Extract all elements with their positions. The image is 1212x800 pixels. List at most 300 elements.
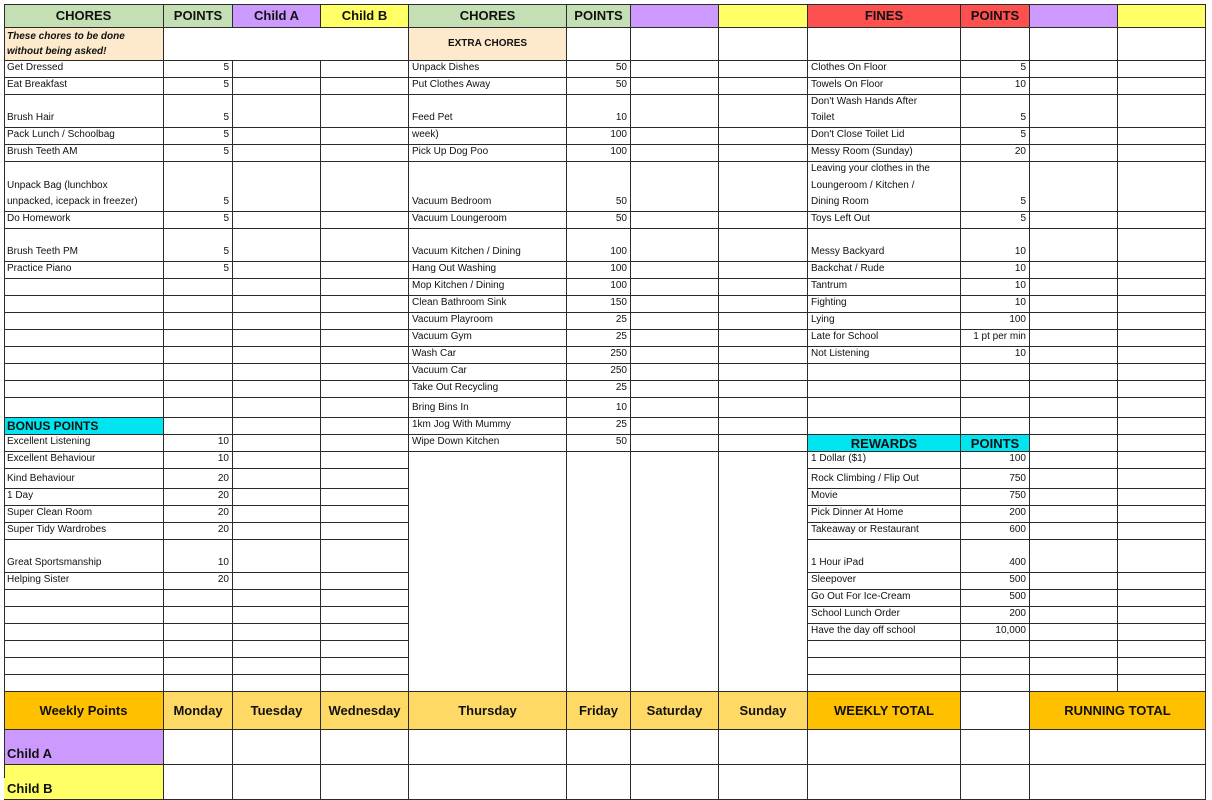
basic-chore-points[interactable]: 5: [164, 78, 233, 95]
reward-points[interactable]: 200: [961, 506, 1030, 523]
cell[interactable]: [808, 28, 961, 61]
extra-chore-child-b-check[interactable]: [719, 313, 808, 330]
extra-chore-points[interactable]: 150: [567, 296, 631, 313]
extra-chore-points[interactable]: 25: [567, 330, 631, 347]
reward-child-b-check[interactable]: [1118, 506, 1206, 523]
reward-points[interactable]: 600: [961, 523, 1030, 540]
reward-name[interactable]: Have the day off school: [808, 624, 961, 641]
fine-child-b-check[interactable]: [1118, 279, 1206, 296]
bonus-child-a-check[interactable]: [233, 435, 321, 452]
blank-cell[interactable]: [4, 313, 164, 330]
blank-cell[interactable]: [1118, 364, 1206, 381]
blank-cell[interactable]: [961, 398, 1030, 418]
bonus-name[interactable]: Kind Behaviour: [4, 469, 164, 489]
blank-cell[interactable]: [961, 658, 1030, 675]
bonus-child-b-check[interactable]: [321, 523, 409, 540]
bonus-child-a-check[interactable]: [233, 489, 321, 506]
reward-child-a-check[interactable]: [1030, 489, 1118, 506]
extra-chore-name[interactable]: Vacuum Bedroom: [409, 162, 567, 212]
fine-name[interactable]: Lying: [808, 313, 961, 330]
reward-child-b-check[interactable]: [1118, 452, 1206, 469]
summary-day-cell[interactable]: [567, 730, 631, 765]
summary-day-cell[interactable]: [719, 730, 808, 765]
blank-cell[interactable]: [233, 313, 321, 330]
fine-child-b-check[interactable]: [1118, 78, 1206, 95]
reward-name[interactable]: Sleepover: [808, 573, 961, 590]
extra-chore-points[interactable]: 100: [567, 279, 631, 296]
weekly-total-label[interactable]: WEEKLY TOTAL: [808, 692, 961, 730]
basic-chore-name[interactable]: Brush Teeth AM: [4, 145, 164, 162]
fine-name[interactable]: Late for School: [808, 330, 961, 347]
blank-cell[interactable]: [321, 330, 409, 347]
cell[interactable]: [567, 28, 631, 61]
extra-chore-points[interactable]: 10: [567, 95, 631, 128]
extra-chore-name[interactable]: Pick Up Dog Poo: [409, 145, 567, 162]
bonus-name[interactable]: Excellent Behaviour: [4, 452, 164, 469]
blank-cell[interactable]: [1118, 675, 1206, 692]
basic-chore-points[interactable]: 5: [164, 145, 233, 162]
fine-child-b-check[interactable]: [1118, 61, 1206, 78]
extra-chore-child-b-check[interactable]: [719, 78, 808, 95]
cell[interactable]: [1118, 28, 1206, 61]
fine-child-b-check[interactable]: [1118, 330, 1206, 347]
blank-cell[interactable]: [1118, 641, 1206, 658]
extra-chore-child-a-check[interactable]: [631, 313, 719, 330]
header-extra-chores[interactable]: CHORES: [409, 4, 567, 28]
extra-chore-name[interactable]: Vacuum Car: [409, 364, 567, 381]
blank-cell[interactable]: [4, 658, 164, 675]
fine-child-b-check[interactable]: [1118, 262, 1206, 279]
blank-cell[interactable]: [164, 398, 233, 418]
blank-cell[interactable]: [4, 330, 164, 347]
blank-cell[interactable]: [4, 279, 164, 296]
blank-cell[interactable]: [233, 296, 321, 313]
cell[interactable]: [164, 418, 233, 435]
reward-name[interactable]: Go Out For Ice-Cream: [808, 590, 961, 607]
blank-cell[interactable]: [808, 364, 961, 381]
bonus-child-a-check[interactable]: [233, 540, 321, 573]
bonus-points[interactable]: 20: [164, 489, 233, 506]
basic-chore-name[interactable]: Get Dressed: [4, 61, 164, 78]
extra-chore-child-b-check[interactable]: [719, 347, 808, 364]
basic-chore-child-b-check[interactable]: [321, 145, 409, 162]
blank-cell[interactable]: [808, 418, 961, 435]
blank-cell[interactable]: [321, 347, 409, 364]
bonus-name[interactable]: Helping Sister: [4, 573, 164, 590]
bonus-name[interactable]: Super Clean Room: [4, 506, 164, 523]
rewards-header[interactable]: REWARDS: [808, 435, 961, 452]
blank-cell[interactable]: [961, 675, 1030, 692]
header-extra-child-a[interactable]: [631, 4, 719, 28]
header-points[interactable]: POINTS: [164, 4, 233, 28]
blank-cell[interactable]: [321, 381, 409, 398]
reward-child-a-check[interactable]: [1030, 573, 1118, 590]
blank-cell[interactable]: [233, 641, 321, 658]
blank-cell[interactable]: [808, 381, 961, 398]
fine-child-a-check[interactable]: [1030, 313, 1118, 330]
blank-cell[interactable]: [164, 624, 233, 641]
blank-cell[interactable]: [321, 398, 409, 418]
extra-chore-points[interactable]: 50: [567, 212, 631, 229]
reward-name[interactable]: 1 Dollar ($1): [808, 452, 961, 469]
weekly-points-label[interactable]: Weekly Points: [4, 692, 164, 730]
summary-day-cell[interactable]: [961, 730, 1030, 765]
reward-name[interactable]: School Lunch Order: [808, 607, 961, 624]
blank-cell[interactable]: [1118, 398, 1206, 418]
blank-cell[interactable]: [164, 296, 233, 313]
extra-chore-child-b-check[interactable]: [719, 145, 808, 162]
fine-child-b-check[interactable]: [1118, 145, 1206, 162]
bonus-child-b-check[interactable]: [321, 469, 409, 489]
header-fines-child-a[interactable]: [1030, 4, 1118, 28]
header-extra-points[interactable]: POINTS: [567, 4, 631, 28]
summary-day-cell[interactable]: [164, 730, 233, 765]
cell[interactable]: [233, 418, 321, 435]
blank-cell[interactable]: [321, 675, 409, 692]
basic-chore-points[interactable]: 5: [164, 162, 233, 212]
blank-cell[interactable]: [233, 279, 321, 296]
reward-child-b-check[interactable]: [1118, 590, 1206, 607]
blank-cell[interactable]: [164, 607, 233, 624]
extra-chore-name[interactable]: Mop Kitchen / Dining: [409, 279, 567, 296]
blank-cell[interactable]: [1030, 658, 1118, 675]
blank-cell[interactable]: [233, 381, 321, 398]
extra-chore-points[interactable]: 25: [567, 418, 631, 435]
fine-child-a-check[interactable]: [1030, 296, 1118, 313]
blank-cell[interactable]: [233, 658, 321, 675]
reward-points[interactable]: 100: [961, 452, 1030, 469]
bonus-points[interactable]: 10: [164, 540, 233, 573]
blank-cell[interactable]: [961, 364, 1030, 381]
basic-chore-child-a-check[interactable]: [233, 78, 321, 95]
empty-area[interactable]: [409, 452, 567, 692]
header-fines[interactable]: FINES: [808, 4, 961, 28]
fine-points[interactable]: 5: [961, 95, 1030, 128]
blank-cell[interactable]: [1030, 398, 1118, 418]
summary-day-cell[interactable]: [233, 730, 321, 765]
reward-child-b-check[interactable]: [1118, 540, 1206, 573]
extra-chore-points[interactable]: 50: [567, 435, 631, 452]
bonus-child-b-check[interactable]: [321, 573, 409, 590]
reward-points[interactable]: 200: [961, 607, 1030, 624]
fine-child-a-check[interactable]: [1030, 162, 1118, 212]
fine-name[interactable]: Backchat / Rude: [808, 262, 961, 279]
extra-chore-child-b-check[interactable]: [719, 398, 808, 418]
extra-chore-child-b-check[interactable]: [719, 364, 808, 381]
extra-chore-child-a-check[interactable]: [631, 435, 719, 452]
fine-points[interactable]: 5: [961, 61, 1030, 78]
basic-chore-child-b-check[interactable]: [321, 128, 409, 145]
bonus-points[interactable]: 20: [164, 469, 233, 489]
fine-points[interactable]: 5: [961, 128, 1030, 145]
bonus-points-header[interactable]: BONUS POINTS: [4, 418, 164, 435]
bonus-child-a-check[interactable]: [233, 506, 321, 523]
reward-child-b-check[interactable]: [1118, 523, 1206, 540]
reward-child-a-check[interactable]: [1030, 469, 1118, 489]
fine-child-a-check[interactable]: [1030, 145, 1118, 162]
blank-cell[interactable]: [233, 624, 321, 641]
blank-cell[interactable]: [164, 641, 233, 658]
blank-cell[interactable]: [1030, 381, 1118, 398]
fine-child-a-check[interactable]: [1030, 330, 1118, 347]
empty-area[interactable]: [719, 452, 808, 692]
extra-chore-child-b-check[interactable]: [719, 296, 808, 313]
fine-points[interactable]: 10: [961, 78, 1030, 95]
blank-cell[interactable]: [808, 398, 961, 418]
blank-cell[interactable]: [1030, 641, 1118, 658]
reward-child-a-check[interactable]: [1030, 607, 1118, 624]
extra-chore-child-a-check[interactable]: [631, 78, 719, 95]
blank-cell[interactable]: [321, 364, 409, 381]
fine-points[interactable]: 100: [961, 313, 1030, 330]
header-child-b[interactable]: Child B: [321, 4, 409, 28]
blank-cell[interactable]: [808, 675, 961, 692]
rewards-points-header[interactable]: POINTS: [961, 435, 1030, 452]
extra-chore-name[interactable]: Hang Out Washing: [409, 262, 567, 279]
basic-chore-points[interactable]: 5: [164, 128, 233, 145]
fine-child-b-check[interactable]: [1118, 296, 1206, 313]
extra-chore-child-a-check[interactable]: [631, 212, 719, 229]
blank-cell[interactable]: [164, 330, 233, 347]
extra-chore-child-a-check[interactable]: [631, 128, 719, 145]
basic-chore-child-b-check[interactable]: [321, 61, 409, 78]
fine-child-a-check[interactable]: [1030, 229, 1118, 262]
basic-chore-child-a-check[interactable]: [233, 95, 321, 128]
basic-chore-child-b-check[interactable]: [321, 95, 409, 128]
extra-chore-points[interactable]: 25: [567, 381, 631, 398]
fine-name[interactable]: Clothes On Floor: [808, 61, 961, 78]
fine-points[interactable]: 10: [961, 229, 1030, 262]
extra-chore-points[interactable]: 100: [567, 145, 631, 162]
fine-name[interactable]: Messy Room (Sunday): [808, 145, 961, 162]
basic-chore-child-b-check[interactable]: [321, 162, 409, 212]
blank-cell[interactable]: [4, 381, 164, 398]
day-header-monday[interactable]: Monday: [164, 692, 233, 730]
fine-child-b-check[interactable]: [1118, 162, 1206, 212]
fine-points[interactable]: 10: [961, 347, 1030, 364]
extra-chore-child-b-check[interactable]: [719, 61, 808, 78]
blank-cell[interactable]: [808, 658, 961, 675]
basic-chore-name[interactable]: Brush Teeth PM: [4, 229, 164, 262]
header-fines-points[interactable]: POINTS: [961, 4, 1030, 28]
reward-name[interactable]: Rock Climbing / Flip Out: [808, 469, 961, 489]
extra-chore-points[interactable]: 50: [567, 61, 631, 78]
blank-cell[interactable]: [164, 347, 233, 364]
reward-name[interactable]: 1 Hour iPad: [808, 540, 961, 573]
basic-chore-child-a-check[interactable]: [233, 229, 321, 262]
bonus-points[interactable]: 10: [164, 452, 233, 469]
fine-points[interactable]: 5: [961, 212, 1030, 229]
fine-points[interactable]: 10: [961, 262, 1030, 279]
extra-chore-name[interactable]: Vacuum Gym: [409, 330, 567, 347]
basic-chore-points[interactable]: 5: [164, 229, 233, 262]
extra-chore-points[interactable]: 50: [567, 78, 631, 95]
blank-cell[interactable]: [4, 590, 164, 607]
basic-chore-child-a-check[interactable]: [233, 212, 321, 229]
extra-chore-child-a-check[interactable]: [631, 61, 719, 78]
blank-cell[interactable]: [164, 675, 233, 692]
bonus-points[interactable]: 20: [164, 506, 233, 523]
bonus-child-b-check[interactable]: [321, 489, 409, 506]
basic-chore-points[interactable]: 5: [164, 262, 233, 279]
blank-cell[interactable]: [1030, 675, 1118, 692]
blank-cell[interactable]: [961, 641, 1030, 658]
fine-child-a-check[interactable]: [1030, 262, 1118, 279]
basic-chore-child-a-check[interactable]: [233, 128, 321, 145]
bonus-child-a-check[interactable]: [233, 573, 321, 590]
reward-points[interactable]: 500: [961, 590, 1030, 607]
fine-child-a-check[interactable]: [1030, 347, 1118, 364]
fine-child-a-check[interactable]: [1030, 78, 1118, 95]
extra-chore-name[interactable]: Vacuum Loungeroom: [409, 212, 567, 229]
reward-child-b-check[interactable]: [1118, 573, 1206, 590]
extra-chore-child-a-check[interactable]: [631, 347, 719, 364]
fine-child-a-check[interactable]: [1030, 128, 1118, 145]
fine-name[interactable]: Leaving your clothes in the Loungeroom / Kitchen / Dining Room: [808, 162, 961, 212]
reward-child-a-check[interactable]: [1030, 624, 1118, 641]
note-merged-blank[interactable]: [164, 28, 409, 61]
reward-child-a-check[interactable]: [1030, 540, 1118, 573]
bonus-name[interactable]: 1 Day: [4, 489, 164, 506]
reward-child-b-check[interactable]: [1118, 469, 1206, 489]
blank-cell[interactable]: [321, 607, 409, 624]
fine-name[interactable]: Tantrum: [808, 279, 961, 296]
empty-area[interactable]: [631, 452, 719, 692]
blank-cell[interactable]: [164, 364, 233, 381]
cell[interactable]: [719, 28, 808, 61]
blank-cell[interactable]: [321, 313, 409, 330]
extra-chore-child-a-check[interactable]: [631, 279, 719, 296]
blank-cell[interactable]: [233, 607, 321, 624]
reward-child-a-check[interactable]: [1030, 452, 1118, 469]
bonus-points[interactable]: 20: [164, 523, 233, 540]
extra-chore-child-b-check[interactable]: [719, 162, 808, 212]
blank-cell[interactable]: [4, 296, 164, 313]
cell[interactable]: [961, 28, 1030, 61]
header-fines-child-b[interactable]: [1118, 4, 1206, 28]
extra-chore-child-a-check[interactable]: [631, 418, 719, 435]
extra-chore-child-b-check[interactable]: [719, 381, 808, 398]
basic-chore-points[interactable]: 5: [164, 61, 233, 78]
reward-child-b-check[interactable]: [1118, 489, 1206, 506]
extra-chores-label[interactable]: EXTRA CHORES: [409, 28, 567, 61]
blank-cell[interactable]: [321, 641, 409, 658]
reward-child-a-check[interactable]: [1030, 506, 1118, 523]
fine-child-b-check[interactable]: [1118, 313, 1206, 330]
extra-chore-name[interactable]: Unpack Dishes: [409, 61, 567, 78]
basic-chore-name[interactable]: Pack Lunch / Schoolbag: [4, 128, 164, 145]
basic-chore-child-a-check[interactable]: [233, 262, 321, 279]
reward-points[interactable]: 500: [961, 573, 1030, 590]
extra-chore-name[interactable]: week): [409, 128, 567, 145]
fine-child-a-check[interactable]: [1030, 279, 1118, 296]
reward-name[interactable]: Takeaway or Restaurant: [808, 523, 961, 540]
fine-child-a-check[interactable]: [1030, 95, 1118, 128]
cell[interactable]: [321, 418, 409, 435]
blank-cell[interactable]: [164, 279, 233, 296]
extra-chore-points[interactable]: 250: [567, 364, 631, 381]
extra-chore-child-a-check[interactable]: [631, 95, 719, 128]
extra-chore-child-b-check[interactable]: [719, 229, 808, 262]
basic-chore-name[interactable]: Practice Piano: [4, 262, 164, 279]
bonus-child-a-check[interactable]: [233, 523, 321, 540]
fine-name[interactable]: Fighting: [808, 296, 961, 313]
basic-chore-child-b-check[interactable]: [321, 212, 409, 229]
extra-chore-child-a-check[interactable]: [631, 262, 719, 279]
day-header-wednesday[interactable]: Wednesday: [321, 692, 409, 730]
day-header-friday[interactable]: Friday: [567, 692, 631, 730]
extra-chore-points[interactable]: 250: [567, 347, 631, 364]
blank-cell[interactable]: [4, 641, 164, 658]
blank-cell[interactable]: [4, 675, 164, 692]
extra-chore-child-b-check[interactable]: [719, 212, 808, 229]
extra-chore-name[interactable]: 1km Jog With Mummy: [409, 418, 567, 435]
summary-day-cell[interactable]: [808, 730, 961, 765]
header-chores[interactable]: CHORES: [4, 4, 164, 28]
fine-name[interactable]: Toys Left Out: [808, 212, 961, 229]
extra-chore-child-a-check[interactable]: [631, 381, 719, 398]
summary-child-b-label[interactable]: Child B: [4, 765, 164, 800]
basic-chore-child-b-check[interactable]: [321, 262, 409, 279]
blank-cell[interactable]: [4, 607, 164, 624]
blank-cell[interactable]: [808, 641, 961, 658]
extra-chore-child-b-check[interactable]: [719, 330, 808, 347]
fine-points[interactable]: 5: [961, 162, 1030, 212]
basic-chore-name[interactable]: Do Homework: [4, 212, 164, 229]
extra-chore-points[interactable]: 25: [567, 313, 631, 330]
reward-points[interactable]: 400: [961, 540, 1030, 573]
blank-cell[interactable]: [233, 330, 321, 347]
basic-chore-child-a-check[interactable]: [233, 162, 321, 212]
fine-name[interactable]: Messy Backyard: [808, 229, 961, 262]
reward-child-b-check[interactable]: [1118, 624, 1206, 641]
fine-child-b-check[interactable]: [1118, 229, 1206, 262]
bonus-child-b-check[interactable]: [321, 452, 409, 469]
extra-chore-name[interactable]: Wash Car: [409, 347, 567, 364]
extra-chore-child-b-check[interactable]: [719, 418, 808, 435]
bonus-name[interactable]: Super Tidy Wardrobes: [4, 523, 164, 540]
blank-cell[interactable]: [961, 418, 1030, 435]
blank-cell[interactable]: [164, 381, 233, 398]
blank-cell[interactable]: [4, 347, 164, 364]
fine-child-a-check[interactable]: [1030, 212, 1118, 229]
cell[interactable]: [1030, 435, 1118, 452]
extra-chore-child-a-check[interactable]: [631, 364, 719, 381]
extra-chore-points[interactable]: 50: [567, 162, 631, 212]
extra-chore-child-a-check[interactable]: [631, 330, 719, 347]
bonus-child-a-check[interactable]: [233, 469, 321, 489]
cell[interactable]: [1030, 28, 1118, 61]
reward-name[interactable]: Pick Dinner At Home: [808, 506, 961, 523]
reward-child-b-check[interactable]: [1118, 607, 1206, 624]
blank-cell[interactable]: [1030, 364, 1118, 381]
blank-cell[interactable]: [4, 364, 164, 381]
basic-chore-name[interactable]: Unpack Bag (lunchbox unpacked, icepack in freezer): [4, 162, 164, 212]
extra-chore-child-a-check[interactable]: [631, 162, 719, 212]
extra-chore-child-b-check[interactable]: [719, 262, 808, 279]
extra-chore-name[interactable]: Take Out Recycling: [409, 381, 567, 398]
blank-cell[interactable]: [233, 347, 321, 364]
blank-cell[interactable]: [233, 364, 321, 381]
extra-chore-child-b-check[interactable]: [719, 128, 808, 145]
summary-running-cell[interactable]: [1030, 730, 1206, 765]
summary-child-a-label[interactable]: Child A: [4, 730, 164, 765]
bonus-child-b-check[interactable]: [321, 506, 409, 523]
blank-cell[interactable]: [321, 296, 409, 313]
fine-points[interactable]: 10: [961, 296, 1030, 313]
basic-chore-name[interactable]: Eat Breakfast: [4, 78, 164, 95]
blank-cell[interactable]: [233, 675, 321, 692]
